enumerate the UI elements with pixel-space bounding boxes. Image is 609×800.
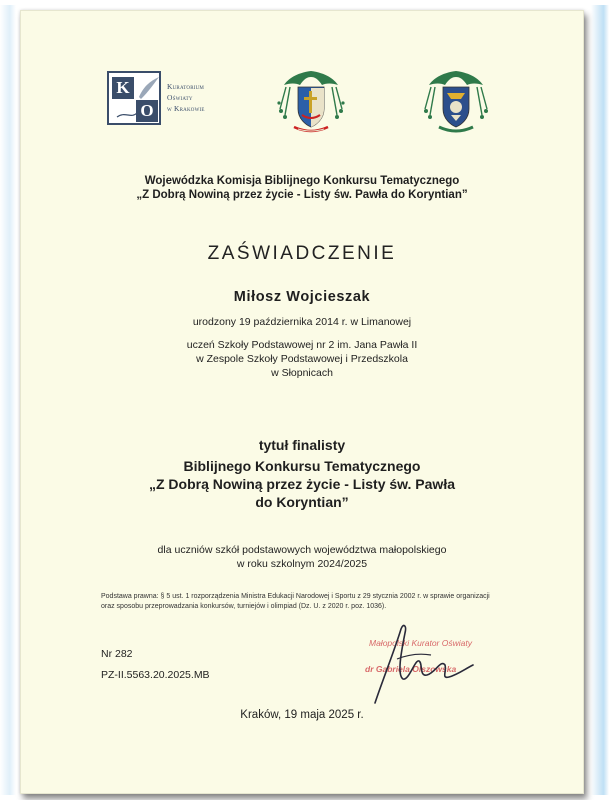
scan-edge-right (591, 5, 609, 795)
scan-edge-left (0, 5, 16, 795)
committee-line1: Wojewódzka Komisja Biblijnego Konkursu Tematycznego (144, 175, 460, 187)
kuratorium-logo-box (107, 71, 161, 125)
logo-text-line2: Oświaty (167, 93, 193, 102)
logo-letter-k: K (112, 77, 134, 99)
audience-text (21, 543, 583, 571)
certificate-title: ZAŚWIADCZENIE (207, 243, 397, 264)
award-line4: do Koryntian” (255, 494, 349, 510)
handwritten-signature (361, 619, 481, 707)
award-title: tytuł finalisty (258, 437, 346, 453)
certificate-page (20, 10, 584, 794)
award-line3: „Z Dobrą Nowiną przez życie - Listy św. Pawła (148, 476, 455, 492)
audience-line1: dla uczniów szkół podstawowych województwa małopolskiego (157, 544, 447, 556)
legal-basis (101, 592, 521, 611)
legal-line1: Podstawa prawna: § 5 ust. 1 rozporządzenia Ministra Edukacji Narodowej i Sportu z 29 stycznia 2002 r. w sprawie organizacji (101, 593, 490, 600)
committee-heading (21, 174, 583, 202)
stamp-name: dr Gabriela Olszowska (365, 664, 457, 674)
place-and-date: Kraków, 19 maja 2025 r. (240, 709, 364, 721)
certificate-number: Nr 282 (101, 648, 133, 660)
recipient-name: Miłosz Wojcieszak (233, 289, 371, 305)
logo-text-line1: Kuratorium (167, 82, 205, 91)
audience-line2: w roku szkolnym 2024/2025 (236, 558, 368, 570)
award-contest (21, 457, 583, 511)
bishop-coat-of-arms-icon (276, 69, 346, 137)
stamp-title: Małopolski Kurator Oświaty (369, 638, 472, 648)
school-line3: w Słopnicach (271, 367, 333, 379)
quill-icon (109, 73, 163, 127)
diocese-coat-of-arms-icon (421, 69, 491, 137)
school-line2: w Zespole Szkoły Podstawowej i Przedszkola (196, 353, 408, 365)
recipient-birth: urodzony 19 października 2014 r. w Limanowej (192, 316, 412, 328)
recipient-school (21, 338, 583, 380)
award-line2: Biblijnego Konkursu Tematycznego (183, 458, 421, 474)
kuratorium-logo (107, 71, 215, 129)
committee-line2: „Z Dobrą Nowiną przez życie - Listy św. Pawła do Koryntian” (136, 189, 468, 201)
reference-number: PZ-II.5563.20.2025.MB (101, 669, 210, 681)
school-line1: uczeń Szkoły Podstawowej nr 2 im. Jana Pawła II (186, 339, 418, 351)
logo-letter-o: O (136, 100, 158, 122)
logo-text-line3: w Krakowie (167, 104, 205, 113)
kuratorium-logo-text (167, 81, 205, 114)
legal-line2: oraz sposobu przeprowadzania konkursów, turniejów i olimpiad (Dz. U. z 2020 r. poz. 1036). (101, 602, 387, 610)
